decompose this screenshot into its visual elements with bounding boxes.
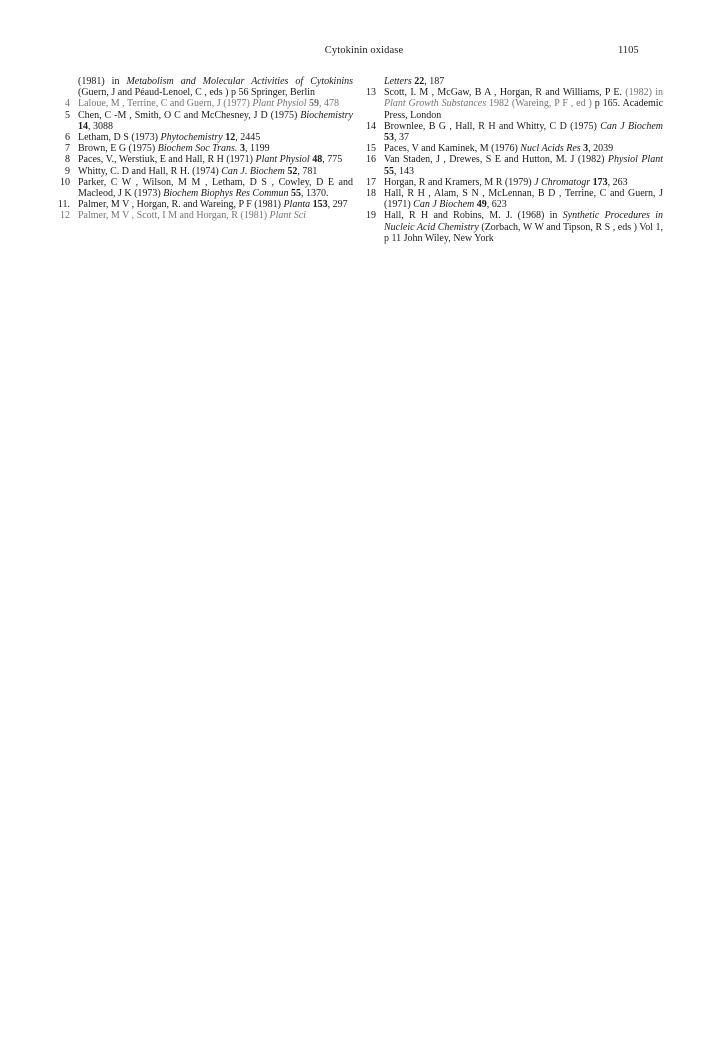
reference-entry (55, 76, 353, 98)
reference-italic-text: Nucl Acids Res (520, 143, 581, 155)
reference-text-run: Brownlee, B G , Hall, R H and Whitty, C D (1975) (384, 120, 601, 132)
reference-text (384, 177, 663, 188)
reference-entry (55, 210, 353, 221)
reference-entry (55, 143, 353, 154)
reference-text (78, 199, 353, 210)
reference-volume: 22 (414, 76, 425, 87)
reference-italic-text: Metabolism and Molecular Activities of Cytokinins (126, 76, 353, 87)
reference-text (78, 143, 353, 154)
reference-text-run: Whitty, C. D and Hall, R H. (1974) (78, 165, 222, 177)
reference-entry (361, 154, 663, 176)
reference-volume: 49 (476, 199, 487, 211)
reference-text (78, 177, 353, 199)
reference-italic-text: Synthetic Procedures in Nucleic Acid Chemistry (384, 210, 663, 233)
reference-entry (361, 143, 663, 154)
reference-italic-text: Letters (384, 76, 412, 87)
reference-text-run: Chen, C -M , Smith, O C and McChesney, J D (1975) (78, 109, 301, 121)
reference-text (384, 76, 663, 87)
reference-entry (361, 87, 663, 121)
reference-text-run: , 37 (394, 132, 409, 144)
reference-entry (361, 177, 663, 188)
reference-entry (55, 98, 353, 109)
reference-text-run: , 2445 (235, 132, 261, 144)
reference-italic-text: Physiol Plant (607, 154, 663, 166)
reference-volume: 55 (291, 188, 302, 200)
page-number: 1105 (618, 45, 639, 56)
reference-entry (361, 121, 663, 143)
reference-text (78, 110, 353, 132)
reference-text-run: 1982 (Wareing, P F , ed ) (486, 98, 595, 110)
reference-text-run: Horgan, R and Kramers, M R (1979) (384, 176, 535, 188)
reference-volume: 48 (312, 154, 323, 166)
reference-entry (55, 199, 353, 210)
reference-number: 8 (65, 154, 70, 166)
reference-text-run: Laloue, M , Terrine, C and Guern, J (1977) (78, 98, 253, 110)
reference-text-run: , 1199 (244, 143, 270, 155)
reference-volume: 153 (312, 199, 328, 211)
reference-number: 9 (65, 165, 70, 177)
reference-italic-text: Phytochemistry (160, 132, 223, 144)
reference-text-run: Brown, E G (1975) (78, 143, 158, 155)
reference-italic-text: Can J. Biochem (221, 165, 285, 177)
reference-italic-text: Biochemistry (300, 109, 353, 121)
running-header-title: Cytokinin oxidase (324, 45, 404, 56)
reference-italic-text: Plant Growth Substances (384, 98, 487, 110)
reference-text-run: (1982) in (625, 87, 663, 99)
reference-entry (55, 177, 353, 199)
reference-text (384, 210, 663, 244)
reference-number: 10 (60, 176, 70, 188)
reference-text-run: , 1370. (301, 188, 329, 200)
reference-entry (361, 76, 663, 87)
reference-number: 12 (60, 210, 70, 222)
reference-volume: 3 (583, 143, 589, 155)
reference-number: 5 (65, 109, 70, 121)
reference-text-run: Paces, V and Kaminek, M (1976) (384, 143, 521, 155)
reference-text-run: , 143 (394, 165, 414, 177)
reference-entry (55, 110, 353, 132)
reference-italic-text: Biochem Soc Trans. (157, 143, 238, 155)
reference-text-run: Hall, R H and Robins, M. J. (1968) in (384, 210, 563, 222)
reference-text-run: Hall, R H , Alam, S N , McLennan, B D , Terrine, C and Guern, J (1971) (384, 188, 663, 211)
reference-italic-text: Plant Sci (269, 210, 306, 222)
reference-number: 7 (65, 143, 70, 155)
reference-text-run: , 3088 (88, 120, 113, 132)
reference-volume: 14 (78, 120, 88, 132)
reference-italic-text: Biochem Biophys Res Commun (163, 188, 289, 200)
reference-volume: 53 (384, 132, 394, 144)
reference-number: 11. (57, 199, 70, 211)
reference-volume: 3 (239, 143, 245, 155)
reference-text-run: Parker, C W , Wilson, M M , Letham, D S , Cowley, D E and Macleod, J K (1973) (78, 176, 353, 200)
reference-italic-text: J Chromatogr (534, 176, 591, 188)
reference-text (78, 132, 353, 143)
reference-text (78, 154, 353, 165)
reference-text-run: Paces, V., Werstiuk, E and Hall, R H (1971) (78, 154, 256, 166)
reference-text (78, 76, 353, 98)
reference-text (78, 210, 353, 221)
reference-text-run: (Guern, J and Péaud-Lenoel, C , eds ) p 56 Springer, Berlin (78, 87, 316, 99)
reference-entry (55, 132, 353, 143)
reference-text (78, 166, 353, 177)
reference-number: 4 (65, 98, 70, 110)
reference-entry (361, 188, 663, 210)
reference-entry (55, 166, 353, 177)
references-right-column (361, 76, 663, 244)
reference-text-run: , 263 (607, 176, 628, 188)
reference-text (78, 98, 353, 109)
reference-number: 14 (366, 120, 376, 132)
reference-volume: 59 (309, 98, 320, 110)
reference-text-run: Palmer, M V , Scott, I M and Horgan, R (1981) (78, 210, 270, 222)
reference-text-run: Van Staden, J , Drewes, S E and Hutton, M. J (1982) (384, 154, 608, 166)
reference-italic-text: Planta (283, 199, 311, 211)
reference-text-run: , 623 (486, 199, 507, 211)
reference-text-run: , 187 (424, 76, 445, 87)
reference-text-run: p 165. Academic Press, London (384, 98, 664, 121)
reference-text (384, 87, 663, 121)
reference-number: 19 (366, 210, 376, 222)
reference-text-run: , 775 (322, 154, 343, 166)
reference-number: 15 (366, 143, 376, 155)
reference-volume: 52 (287, 165, 298, 177)
reference-number: 17 (366, 176, 376, 188)
reference-volume: 173 (592, 176, 608, 188)
reference-number: 13 (366, 87, 376, 99)
reference-entry (55, 154, 353, 165)
reference-text (384, 188, 663, 210)
reference-text-run: Scott, I. M , McGaw, B A , Horgan, R and Williams, P E. (384, 87, 626, 99)
reference-entry (361, 210, 663, 244)
reference-text-run: , 297 (327, 199, 348, 211)
reference-text-run: , 2039 (588, 143, 614, 155)
reference-italic-text: Plant Physiol (255, 154, 310, 166)
references-left-column (55, 76, 353, 222)
reference-text-run: (Zorbach, W W and Tipson, R S , eds ) Vol 1, p 11 John Wiley, New York (384, 221, 664, 244)
reference-text-run: (1981) in (78, 76, 127, 87)
reference-number: 18 (366, 188, 376, 200)
reference-volume: 55 (384, 165, 394, 177)
reference-text-run: Letham, D S (1973) (78, 132, 161, 144)
reference-italic-text: Plant Physiol (252, 98, 307, 110)
reference-text-run: Palmer, M V , Horgan, R. and Wareing, P F (1981) (78, 199, 284, 211)
reference-text (384, 154, 663, 176)
reference-volume: 12 (225, 132, 236, 144)
reference-italic-text: Can J Biochem (413, 199, 475, 211)
reference-text-run: , 478 (319, 98, 340, 110)
reference-text (384, 143, 663, 154)
reference-text (384, 121, 663, 143)
reference-number: 6 (65, 132, 70, 144)
reference-number: 16 (366, 154, 376, 166)
reference-text-run: , 781 (297, 165, 318, 177)
reference-italic-text: Can J Biochem (600, 120, 664, 132)
